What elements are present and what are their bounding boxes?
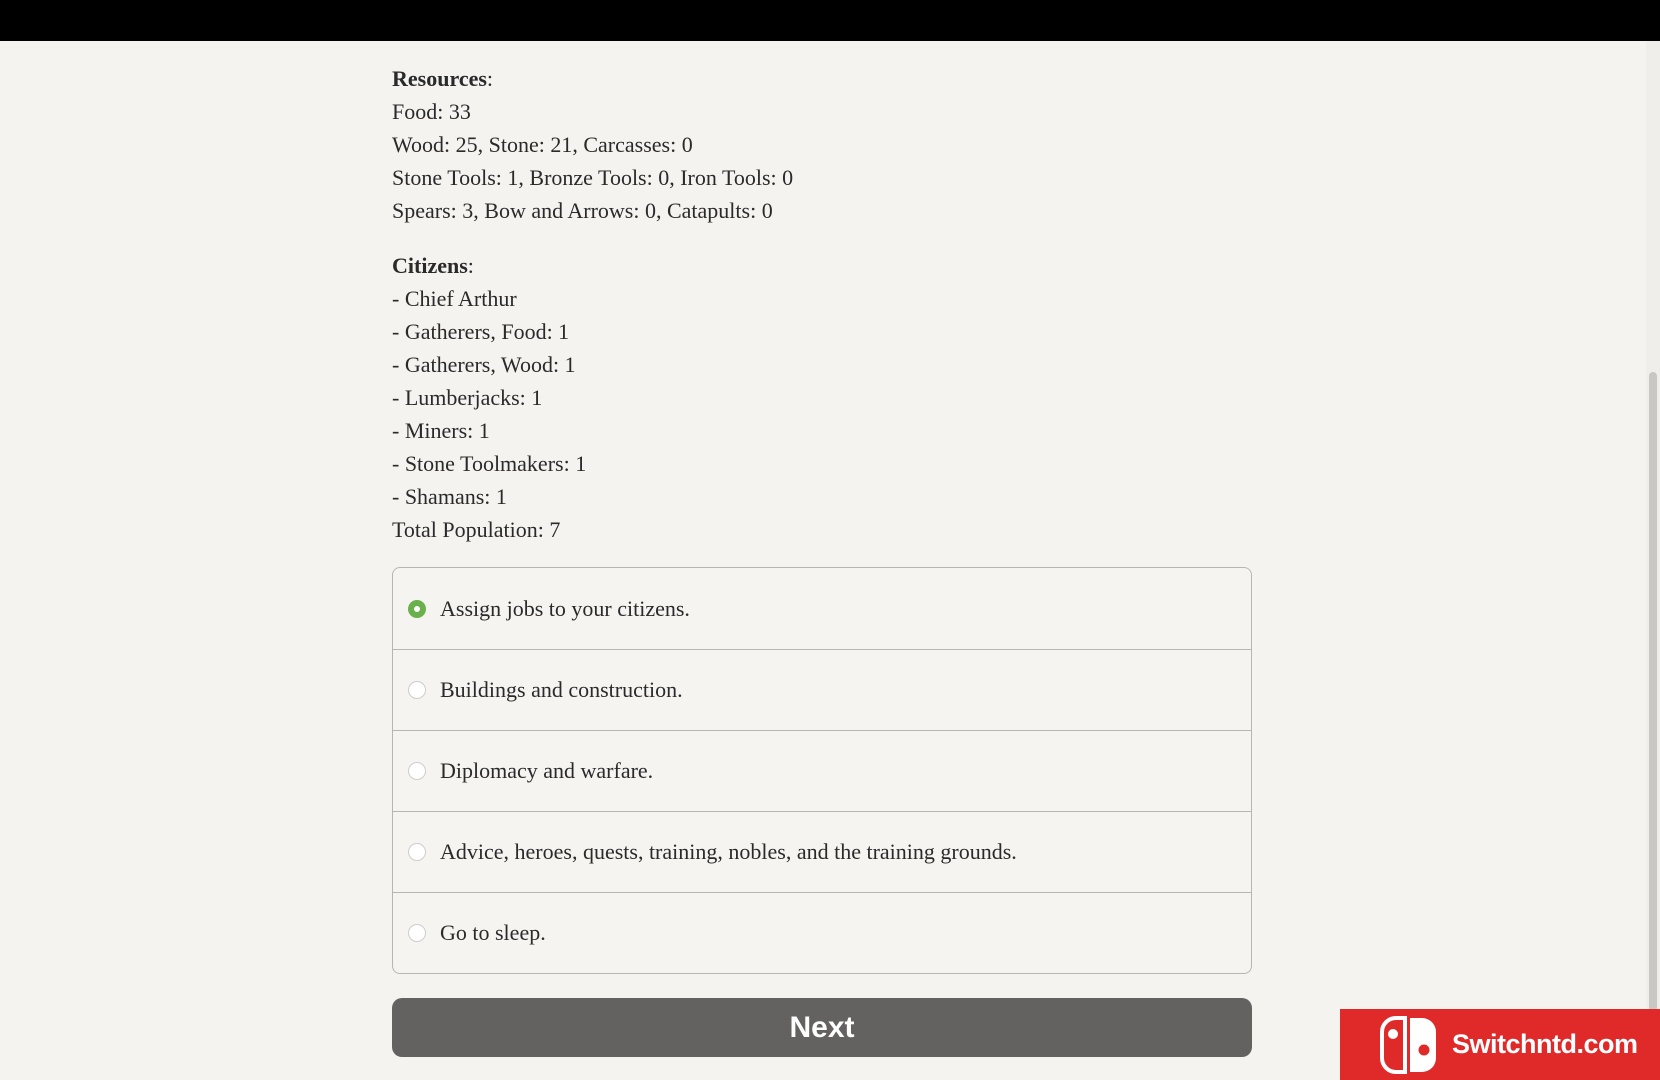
resources-heading: Resources: [392,66,494,91]
citizens-heading: Citizens: [392,253,474,278]
resource-food: Food: 33 [392,99,471,124]
choice-label: Advice, heroes, quests, training, nobles, and the training grounds. [440,839,1017,864]
status-panel [392,62,1252,568]
resource-weapons: Spears: 3, Bow and Arrows: 0, Catapults: 0 [392,198,773,223]
resources-section [392,62,1252,227]
resource-tools: Stone Tools: 1, Bronze Tools: 0, Iron Tools: 0 [392,165,794,190]
scrollbar-thumb[interactable] [1649,372,1657,1012]
watermark-text: Switchntd.com [1452,1029,1638,1059]
choice-sleep[interactable] [393,892,1251,973]
citizen-line: - Lumberjacks: 1 [392,385,543,410]
choice-assign-jobs[interactable] [393,568,1251,649]
citizens-section [392,249,1252,546]
resource-materials: Wood: 25, Stone: 21, Carcasses: 0 [392,132,693,157]
total-population: Total Population: 7 [392,517,561,542]
radio-button[interactable] [408,762,426,780]
citizen-line: - Miners: 1 [392,418,490,443]
choice-label: Buildings and construction. [440,677,683,702]
choice-label: Go to sleep. [440,920,546,945]
radio-button-selected[interactable] [408,600,426,618]
citizen-line: - Chief Arthur [392,286,517,311]
nintendo-switch-logo-icon [1378,1014,1440,1076]
next-button[interactable]: Next [392,998,1252,1057]
top-black-bar [0,0,1660,41]
radio-button[interactable] [408,681,426,699]
citizen-line: - Stone Toolmakers: 1 [392,451,587,476]
choice-list [392,567,1252,974]
citizen-line: - Gatherers, Food: 1 [392,319,570,344]
watermark-banner [1340,1009,1660,1080]
choice-buildings[interactable] [393,649,1251,730]
radio-button[interactable] [408,924,426,942]
choice-diplomacy[interactable] [393,730,1251,811]
choice-label: Assign jobs to your citizens. [440,595,690,621]
choice-label: Diplomacy and warfare. [440,758,654,783]
choice-advice[interactable] [393,811,1251,892]
citizen-line: - Gatherers, Wood: 1 [392,352,576,377]
radio-button[interactable] [408,843,426,861]
citizen-line: - Shamans: 1 [392,484,507,509]
